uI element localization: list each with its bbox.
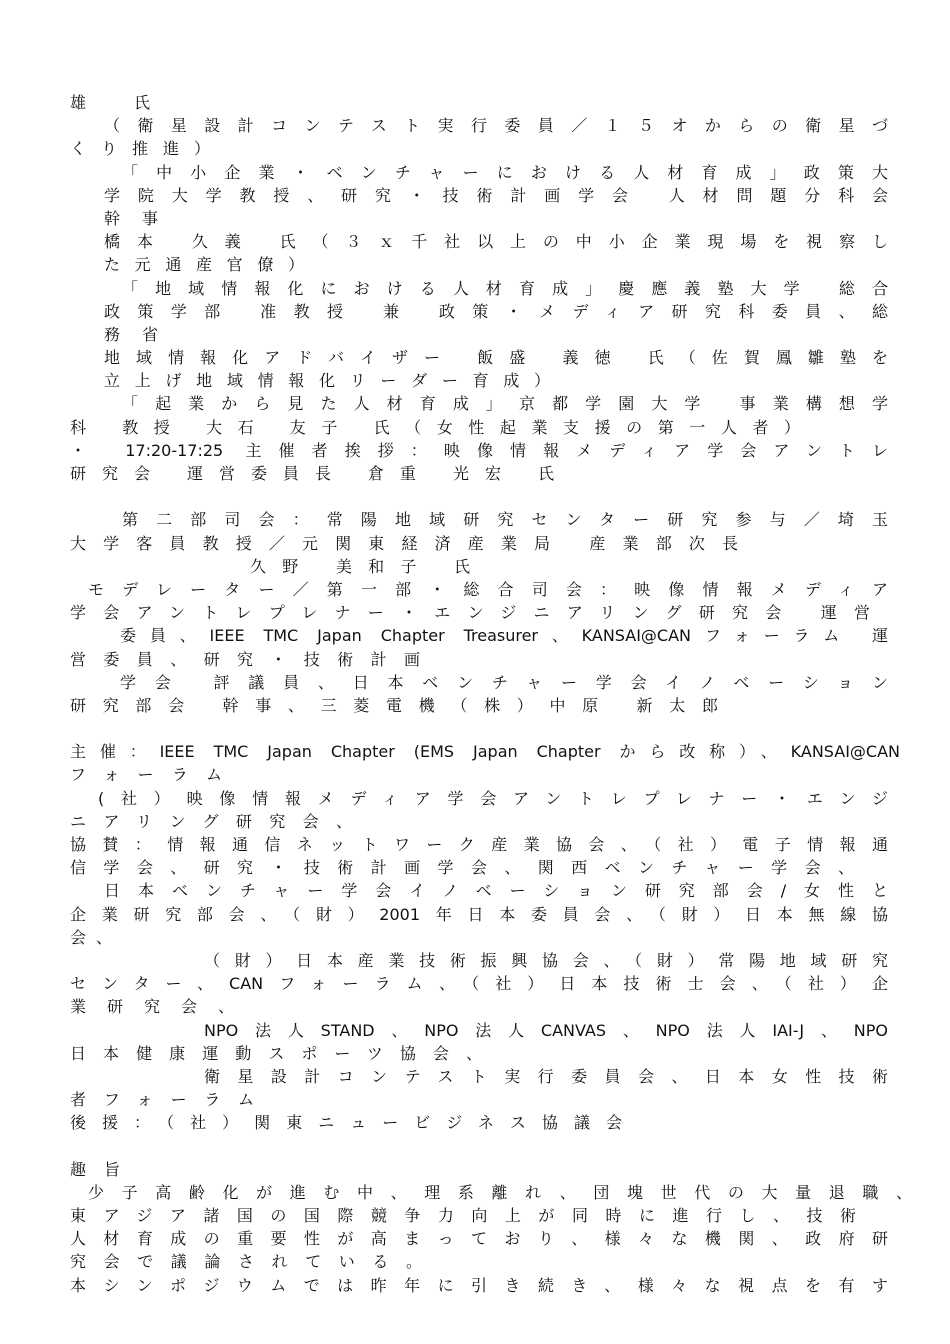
- text-line: 企業研究部会、（財）2001年日本委員会、（財）日本無線協: [70, 904, 888, 924]
- text-line: 研究部会 幹事、三菱電機（株）中原 新太郎: [70, 695, 718, 715]
- text-line: 信学会、研究・技術計画学会、関西ベンチャー学会、: [70, 858, 854, 878]
- text-line: ・ 17:20-17:25 主催者挨拶：映像情報メディア学会アントレ: [70, 440, 888, 460]
- text-line: 究会で議論されている。: [70, 1252, 422, 1272]
- text-line: 地域情報化アドバイザー 飯盛 義徳 氏（佐賀鳳雛塾を: [104, 348, 888, 368]
- text-line: 日本ベンチャー学会イノベーション研究部会/女性と: [104, 881, 888, 901]
- text-line: 少子高齢化が進む中、理系離れ、団塊世代の大量退職、: [88, 1182, 912, 1202]
- text-line: 者フォーラム: [70, 1090, 254, 1110]
- text-line: 雄 氏: [70, 93, 150, 112]
- text-line: 立上げ地域情報化リーダー育成）: [104, 371, 550, 391]
- blank-line: [70, 717, 888, 740]
- text-line: 第二部司会：常陽地域研究センター研究参与／埼玉: [122, 510, 888, 530]
- text-line: 橋本 久義 氏（３ｘ千社以上の中小企業現場を視察し: [104, 232, 888, 252]
- text-line: 務省: [104, 324, 158, 344]
- text-line: 「中小企業・ベンチャーにおける人材育成」政策大: [122, 162, 888, 182]
- text-line: 人材育成の重要性が高まっており、様々な機関、政府研: [70, 1229, 888, 1249]
- section-heading: 趣旨: [70, 1159, 120, 1179]
- text-line: 科 教授 大石 友子 氏（女性起業支援の第一人者）: [70, 417, 800, 437]
- text-line: 主催：IEEE TMC Japan Chapter (EMS Japan Chapter から改称）、KANSAI@CAN: [70, 742, 900, 762]
- text-line: NPO法人STAND、NPO法人CANVAS、NPO法人IAI-J、NPO: [204, 1020, 888, 1040]
- text-line: 政策学部 准教授 兼 政策・メディア研究科委員、総: [104, 301, 888, 321]
- text-line: 東アジア諸国の国際競争力向上が同時に進行し、技術: [70, 1206, 856, 1225]
- text-line: センター、CANフォーラム、（社）日本技術士会、（社）企: [70, 974, 888, 994]
- text-line: 業研究会、: [70, 997, 234, 1017]
- text-line: 「起業から見た人材育成」京都学園大学 事業構想学: [122, 394, 888, 414]
- text-line: 委員、IEEE TMC Japan Chapter Treasurer、KANSAI@CANフォーラム 運: [120, 626, 888, 646]
- text-line: 営委員、研究・技術計画: [70, 649, 420, 669]
- text-line: 会、: [70, 927, 112, 947]
- text-line: 本シンポジウムでは昨年に引き続き、様々な視点を有す: [70, 1275, 888, 1295]
- text-line: ニアリング研究会、: [70, 811, 352, 831]
- text-line: モデレーター／第一部・総合司会：映像情報メディア: [88, 579, 888, 599]
- text-line: 衛星設計コンテスト実行委員会、日本女性技術: [204, 1066, 888, 1086]
- blank-line: [70, 1134, 888, 1157]
- text-line: 久野 美和子 氏: [250, 556, 470, 576]
- text-line: (社）映像情報メディア学会アントレプレナー・エンジ: [98, 788, 888, 808]
- text-line: フォーラム: [70, 765, 222, 785]
- blank-line: [70, 485, 888, 508]
- text-line: 研究会 運営委員長 倉重 光宏 氏: [70, 464, 554, 483]
- text-line: （衛星設計コンテスト実行委員／１５オからの衛星づ: [104, 116, 888, 136]
- text-line: 学院大学教授、研究・技術計画学会 人材問題分科会: [104, 185, 888, 205]
- text-line: （財）日本産業技術振興協会、（財）常陽地域研究: [204, 950, 888, 970]
- text-line: くり推進）: [70, 139, 210, 159]
- text-line: 「地域情報化における人材育成」慶應義塾大学 総合: [122, 278, 888, 298]
- text-line: 学会 評議員、日本ベンチャー学会イノベーション: [120, 672, 888, 692]
- text-line: 後援：（社）関東ニュービジネス協議会: [70, 1113, 622, 1133]
- text-line: 幹事: [104, 208, 158, 228]
- text-line: た元通産官僚）: [104, 255, 304, 275]
- text-line: 大学客員教授／元関東経済産業局 産業部次長: [70, 533, 738, 553]
- text-line: 協賛：情報通信ネットワーク産業協会、（社）電子情報通: [70, 835, 888, 854]
- text-line: 日本健康運動スポーツ協会、: [70, 1043, 482, 1063]
- document-body: [70, 91, 912, 1297]
- text-line: 学会アントレプレナー・エンジニアリング研究会 運営: [70, 603, 870, 623]
